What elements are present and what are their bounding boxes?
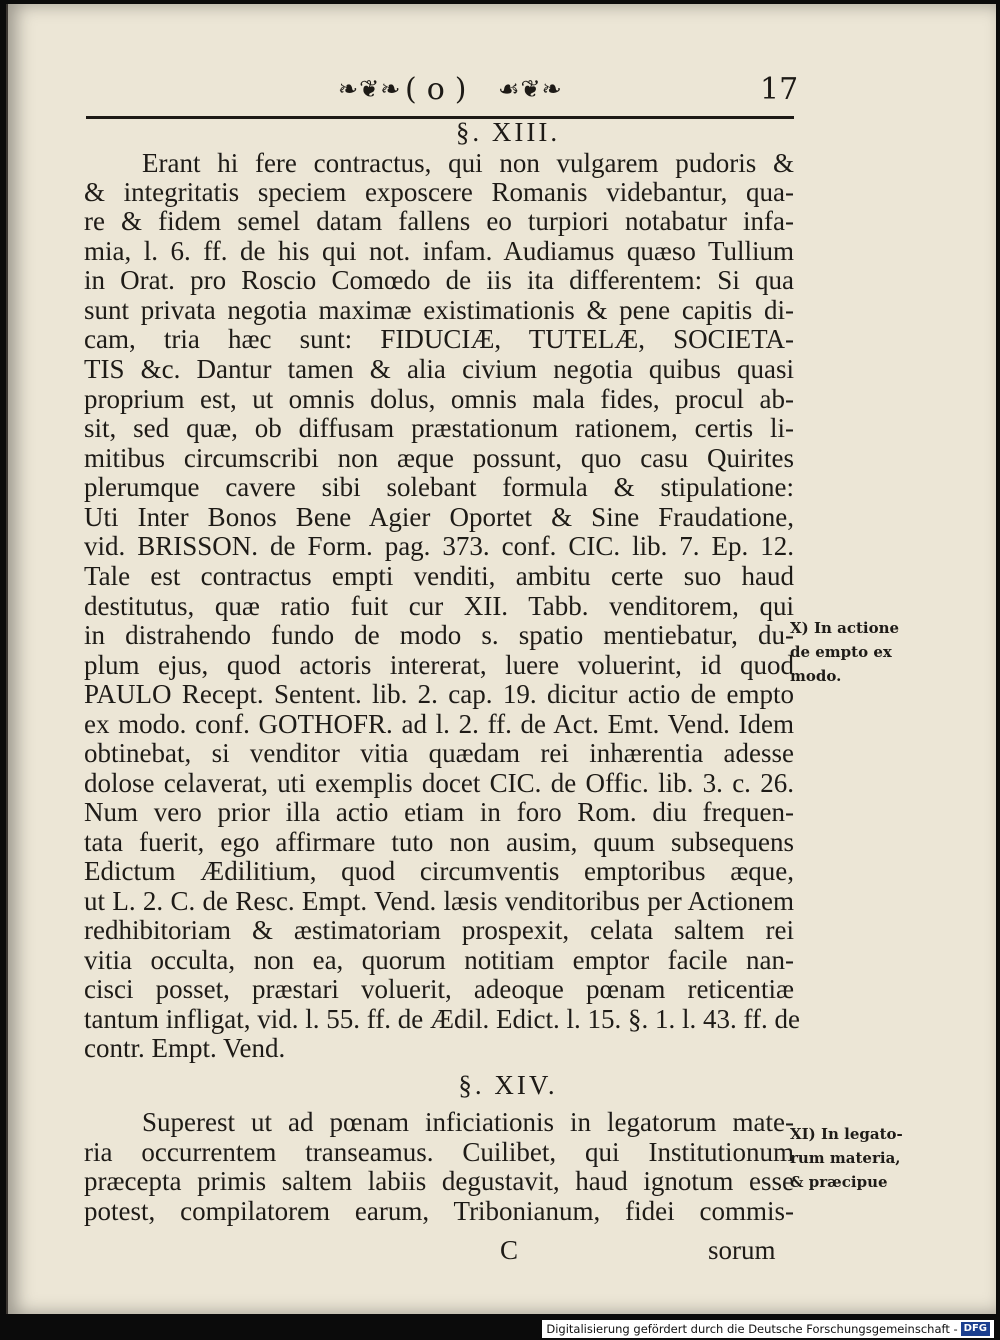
right-ornament-icon: ☙❦❧ [498,75,563,103]
text-line: ut L. 2. C. de Resc. Empt. Vend. læsis venditoribus per Actionem [84,886,794,916]
text-line: Tale est contractus empti venditi, ambitu certe suo haud [84,561,794,591]
catchword: sorum [708,1235,776,1265]
margin-note-line: XI) In legato- [790,1125,903,1143]
margin-note-xi [790,1122,903,1194]
text-line: redhibitoriam & æstimatoriam prospexit, celata saltem rei [84,915,794,945]
text-line: re & fidem semel datam fallens eo turpiori notabatur infa- [84,206,794,236]
text-line: mitibus circumscribi non æque possunt, quo casu Quirites [84,443,794,473]
margin-note-line: modo. [790,667,842,685]
text-line: obtinebat, si venditor vitia quædam rei inhærentia adesse [84,738,794,768]
text-line: ria occurrentem transeamus. Cuilibet, qui Institutionum [84,1137,794,1167]
text-line: plum ejus, quod actoris intererat, luere voluerint, id quod [84,650,794,680]
text-line: Edictum Ædilitium, quod circumventis emptoribus æque, [84,856,794,886]
digitization-credit [542,1320,994,1338]
margin-note-line: de empto ex [790,643,892,661]
text-line: contr. Empt. Vend. [84,1033,286,1063]
section-heading-xiii: §. XIII. [455,117,561,147]
text-line: sit, sed quæ, ob diffusam præstationum rationem, certis li- [84,413,794,443]
text-line: Superest ut ad pœnam inficiationis in legatorum mate- [142,1107,794,1137]
left-ornament-icon: ❧❦❧ [338,75,402,103]
text-line: cam, tria hæc sunt: FIDUCIÆ, TUTELÆ, SOCIETA- [84,324,794,354]
text-line: Uti Inter Bonos Bene Agier Oportet & Sine Fraudatione, [84,502,794,532]
text-line: TIS &c. Dantur tamen & alia civium negotia quibus quasi [84,354,794,384]
text-line: vid. BRISSON. de Form. pag. 373. conf. CIC. lib. 7. Ep. 12. [84,531,794,561]
text-line: in distrahendo fundo de modo s. spatio mentiebatur, du- [84,620,794,650]
text-line: vitia occulta, non ea, quorum notitiam emptor facile nan- [84,945,794,975]
text-line: & integritatis speciem exposcere Romanis videbantur, qua- [84,177,794,207]
text-line: proprium est, ut omnis dolus, omnis mala fides, procul ab- [84,384,794,414]
margin-note-line: rum materia, [790,1149,901,1167]
page-header [8,4,996,124]
margin-note-line: X) In actione [790,619,900,637]
signature-mark: C [500,1235,519,1265]
text-line: tata fuerit, ego affirmare tuto non ausim, quum subsequens [84,827,794,857]
text-line: mia, l. 6. ff. de his qui not. infam. Audiamus quæso Tullium [84,236,794,266]
page-number: 17 [760,72,799,107]
page-marker: (o) [405,72,477,107]
text-line: in Orat. pro Roscio Comœdo de iis ita differentem: Si qua [84,265,794,295]
text-line: tantum infligat, vid. l. 55. ff. de Ædil. Edict. l. 15. §. 1. l. 43. ff. de [84,1004,800,1034]
text-line: Erant hi fere contractus, qui non vulgarem pudoris & [142,148,794,178]
book-page [6,4,996,1314]
margin-note-line: & præcipue [790,1173,888,1191]
text-line: PAULO Recept. Sentent. lib. 2. cap. 19. dicitur actio de empto [84,679,794,709]
margin-note-x [790,616,899,688]
section-heading-xiv: §. XIV. [458,1070,558,1100]
dfg-logo-icon: DFG [961,1322,990,1336]
text-line: præcepta primis saltem labiis degustavit, haud ignotum esse [84,1166,794,1196]
text-line: cisci posset, præstari voluerit, adeoque pœnam reticentiæ [84,974,794,1004]
text-line: plerumque cavere sibi solebant formula & stipulatione: [84,472,794,502]
text-line: sunt privata negotia maximæ existimationis & pene capitis di- [84,295,794,325]
credit-text: Digitalisierung gefördert durch die Deutsche Forschungsgemeinschaft - [546,1322,958,1336]
text-line: ex modo. conf. GOTHOFR. ad l. 2. ff. de Act. Emt. Vend. Idem [84,709,794,739]
text-line: dolose celaverat, uti exemplis docet CIC. de Offic. lib. 3. c. 26. [84,768,794,798]
text-line: Num vero prior illa actio etiam in foro Rom. diu frequen- [84,797,794,827]
text-line: potest, compilatorem earum, Tribonianum, fidei commis- [84,1196,794,1226]
text-line: destitutus, quæ ratio fuit cur XII. Tabb. venditorem, qui [84,591,794,621]
